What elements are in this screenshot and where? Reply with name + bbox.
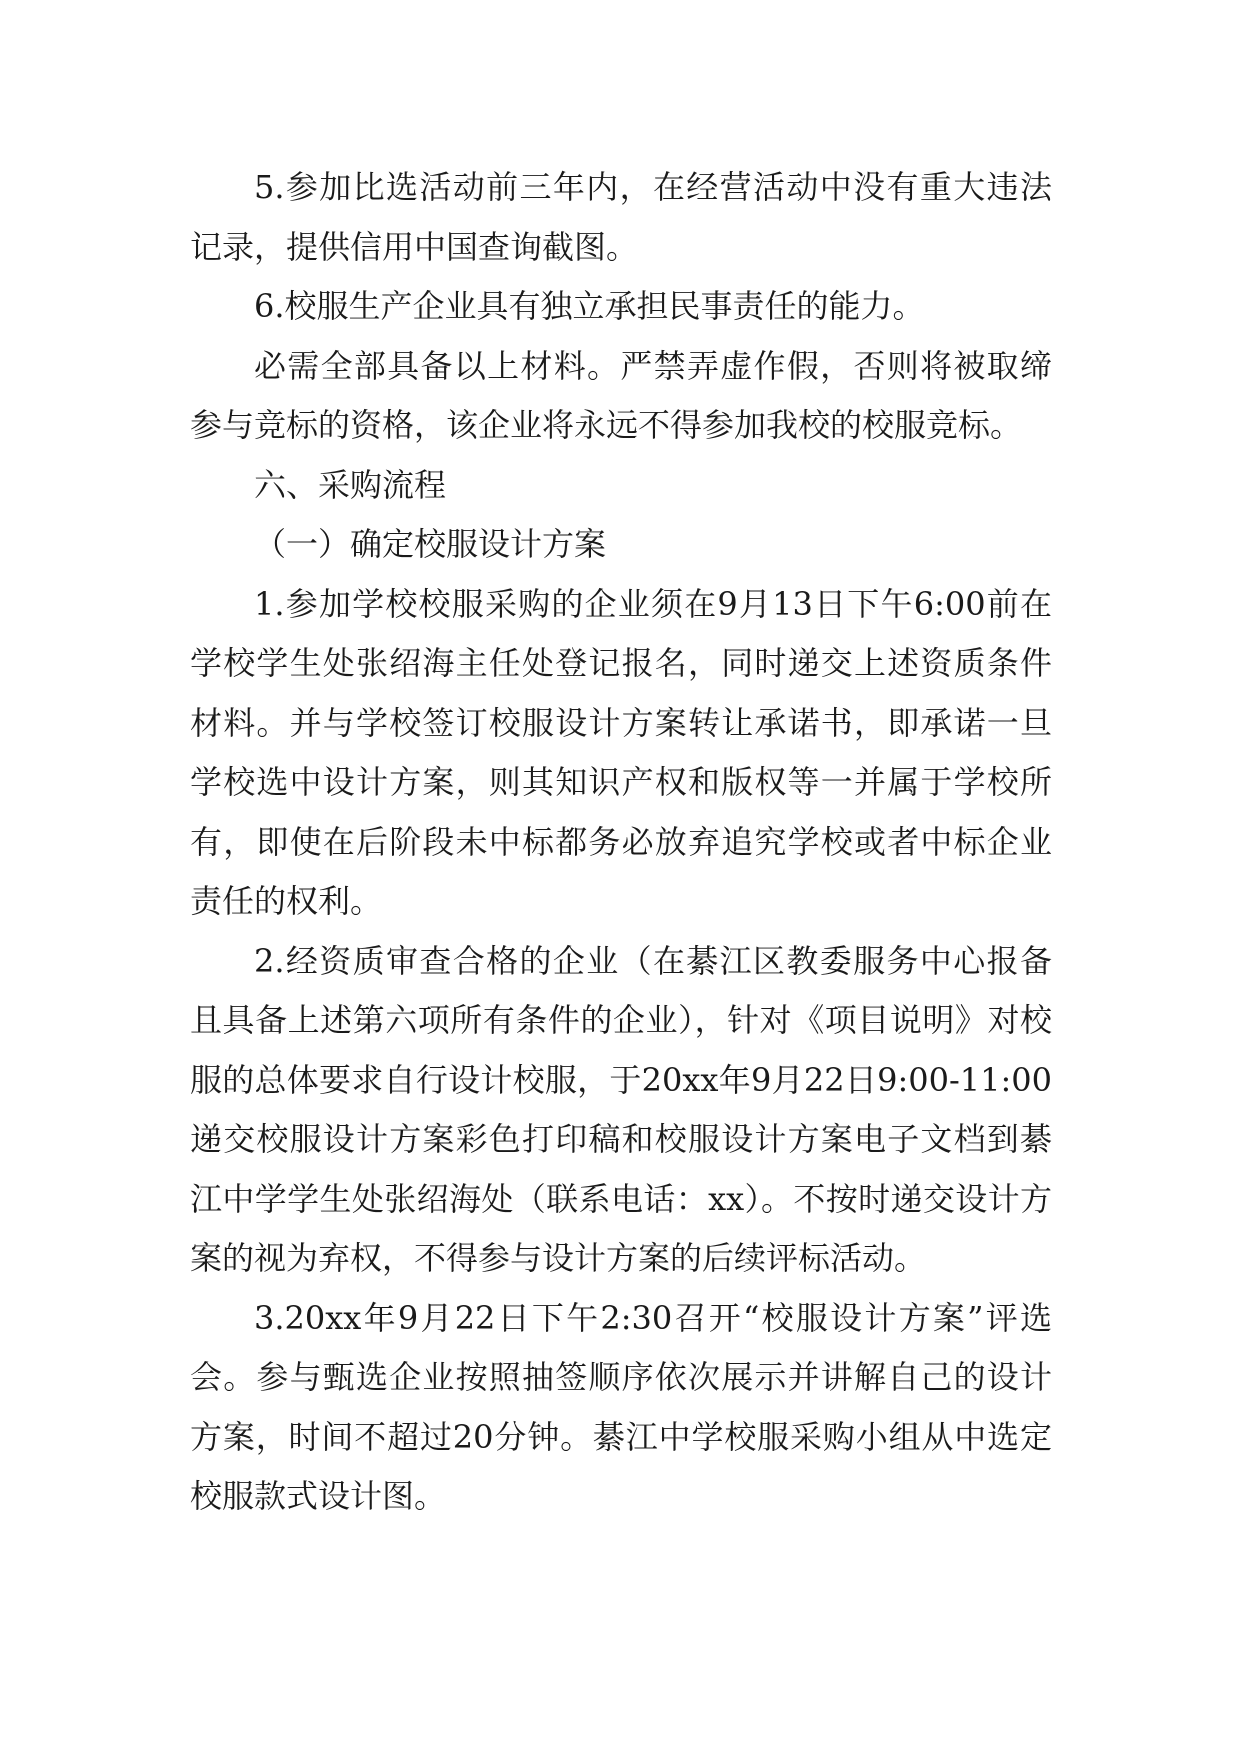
paragraph-requirement-note: 必需全部具备以上材料。严禁弄虚作假，否则将被取缔参与竞标的资格，该企业将永远不得参加我校的校服竞标。 bbox=[190, 346, 1052, 444]
paragraph-step-1: 1.参加学校校服采购的企业须在9月13日下午6:00前在学校学生处张绍海主任处登记报名，同时递交上述资质条件材料。并与学校签订校服设计方案转让承诺书，即承诺一旦学校选中设计方案，则其知识产权和版权等一并属于学校所有，即使在后阶段未中标都务必放弃追究学校或者中标企业责任的权利。 bbox=[190, 584, 1052, 920]
section-heading-procurement-process: 六、采购流程 bbox=[254, 465, 447, 504]
paragraph-qualification-5: 5.参加比选活动前三年内，在经营活动中没有重大违法记录，提供信用中国查询截图。 bbox=[190, 168, 1052, 266]
subsection-heading-design-plan: （一）确定校服设计方案 bbox=[254, 525, 607, 563]
paragraph-step-3: 3.20xx年9月22日下午2:30召开“校服设计方案”评选会。参与甄选企业按照抽签顺序依次展示并讲解自己的设计方案，时间不超过20分钟。綦江中学校服采购小组从中选定校服款式设计图。 bbox=[190, 1298, 1052, 1515]
document-body bbox=[190, 158, 1052, 1527]
paragraph-qualification-6: 6.校服生产企业具有独立承担民事责任的能力。 bbox=[254, 287, 925, 325]
paragraph-step-2: 2.经资质审查合格的企业（在綦江区教委服务中心报备且具备上述第六项所有条件的企业），针对《项目说明》对校服的总体要求自行设计校服，于20xx年9月22日9:00-11:00递交校服设计方案彩色打印稿和校服设计方案电子文档到綦江中学学生处张绍海处（联系电话：xx）。不按时递交设计方案的视为弃权，不得参与设计方案的后续评标活动。 bbox=[190, 941, 1052, 1277]
